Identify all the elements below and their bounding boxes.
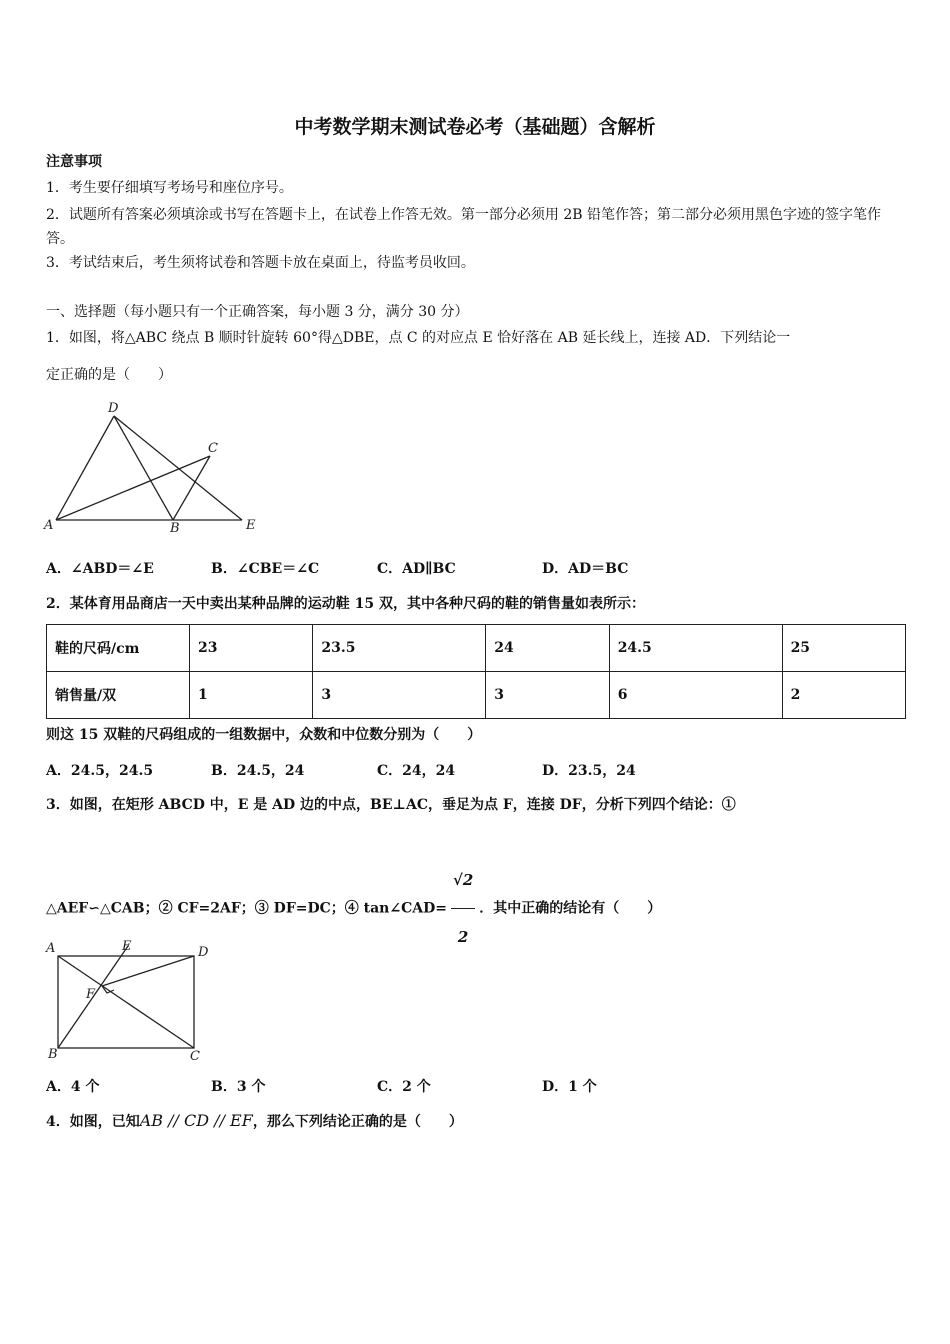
q1-option-b: B．∠CBE＝∠C xyxy=(211,561,320,577)
label-d: D xyxy=(108,401,119,416)
q3-option-b: B．3 个 xyxy=(211,1079,266,1095)
table-cell: 1 xyxy=(190,672,313,719)
label-e: E xyxy=(246,518,256,533)
table-cell: 销售量/双 xyxy=(47,672,190,719)
table-cell: 23 xyxy=(190,625,313,672)
label-b: B xyxy=(170,521,180,536)
edge-db xyxy=(114,416,173,520)
q2-option-d: D．23.5，24 xyxy=(542,763,636,779)
q1-option-c: C．AD∥BC xyxy=(377,561,456,577)
notice-item-2: 2．试题所有答案必须填涂或书写在答题卡上，在试卷上作答无效。第一部分必须用 2B 铅笔作答；第二部分必须用黑色字迹的签字笔作答。 xyxy=(46,207,881,247)
q2-option-a: A．24.5，24.5 xyxy=(46,763,154,779)
label-f: F xyxy=(86,987,96,1002)
table-cell: 23.5 xyxy=(313,625,486,672)
q1-figure xyxy=(42,398,264,538)
q3-figure xyxy=(42,936,214,1066)
q1-text-cont: 定正确的是（ ） xyxy=(46,367,172,383)
q1-option-a: A．∠ABD＝∠E xyxy=(46,561,154,577)
notice-item-1: 1．考生要仔细填写考场号和座位序号。 xyxy=(46,180,293,196)
table-cell: 3 xyxy=(486,672,609,719)
q1-text: 1．如图，将△ABC 绕点 B 顺时针旋转 60°得△DBE，点 C 的对应点 E 恰好落在 AB 延长线上，连接 AD．下列结论一 xyxy=(46,330,791,346)
label-e: E xyxy=(122,939,132,954)
edge-ac xyxy=(56,456,210,520)
q2-followup: 则这 15 双鞋的尺码组成的一组数据中，众数和中位数分别为（ ） xyxy=(46,727,482,743)
q3-conclusions: △AEF∽△CAB；② CF=2AF；③ DF=DC；④ tan∠CAD= xyxy=(46,900,447,917)
q2-option-c: C．24，24 xyxy=(377,763,456,779)
label-a: A xyxy=(46,941,56,956)
q4-math: AB // CD // EF xyxy=(139,1111,253,1130)
edge-cb xyxy=(173,456,210,520)
table-cell: 25 xyxy=(782,625,905,672)
fraction-numerator: √2 xyxy=(451,852,475,909)
table-cell: 24.5 xyxy=(609,625,782,672)
edge-ad xyxy=(56,416,114,520)
notice-item-3: 3．考试结束后，考生须将试卷和答题卡放在桌面上，待监考员收回。 xyxy=(46,255,475,271)
sales-table xyxy=(46,624,906,719)
table-cell: 2 xyxy=(782,672,905,719)
q3-option-d: D．1 个 xyxy=(542,1079,597,1095)
line-df xyxy=(102,956,194,986)
label-c: C xyxy=(208,441,218,456)
fraction xyxy=(451,852,475,965)
q2-text: 2．某体育用品商店一天中卖出某种品牌的运动鞋 15 双，其中各种尺码的鞋的销售量如表所示： xyxy=(46,596,645,612)
fraction-denominator: 2 xyxy=(457,928,469,946)
section-heading: 一、选择题（每小题只有一个正确答案，每小题 3 分，满分 30 分） xyxy=(46,304,469,320)
label-b: B xyxy=(48,1047,58,1062)
q3-option-a: A．4 个 xyxy=(46,1079,100,1095)
table-row xyxy=(47,625,906,672)
q3-option-c: C．2 个 xyxy=(377,1079,431,1095)
table-row xyxy=(47,672,906,719)
q1-option-d: D．AD＝BC xyxy=(542,561,629,577)
q4-text xyxy=(46,1110,463,1133)
label-c: C xyxy=(190,1049,200,1064)
page-title: 中考数学期末测试卷必考（基础题）含解析 xyxy=(294,116,656,138)
table-cell: 24 xyxy=(486,625,609,672)
table-cell: 鞋的尺码/cm xyxy=(47,625,190,672)
q3-text: 3．如图，在矩形 ABCD 中，E 是 AD 边的中点，BE⊥AC，垂足为点 F，连接 DF，分析下列四个结论：① xyxy=(46,797,736,813)
label-d: D xyxy=(198,945,209,960)
table-cell: 3 xyxy=(313,672,486,719)
label-a: A xyxy=(44,518,54,533)
table-cell: 6 xyxy=(609,672,782,719)
q4-prefix: 4．如图，已知 xyxy=(46,1114,140,1130)
q2-option-b: B．24.5，24 xyxy=(211,763,305,779)
q3-question: ．其中正确的结论有（ ） xyxy=(479,900,662,917)
q4-suffix: ，那么下列结论正确的是（ ） xyxy=(252,1114,463,1130)
edge-de xyxy=(114,416,242,520)
notice-heading: 注意事项 xyxy=(46,154,102,170)
diagonal-ac xyxy=(58,956,194,1048)
